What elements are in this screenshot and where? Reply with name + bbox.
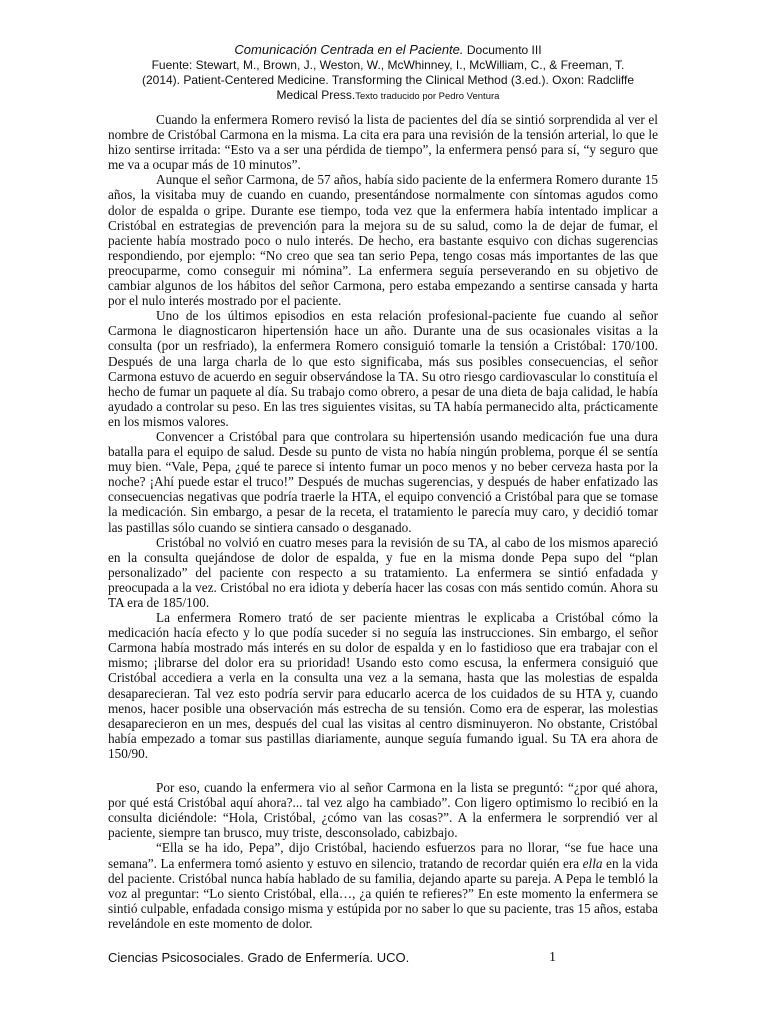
paragraph-1: Cuando la enfermera Romero revisó la lista de pacientes del día se sintió sorprendida al ver el nombre de Cristóbal Carmona en la misma. La cita era para una revisión de la tensión arterial, lo que le hizo sentirse irritada: “Esto va a ser una pérdida de tiempo”, la enfermera pensó para sí, “y seguro que me va a ocupar más de 10 minutos”.: [108, 112, 658, 173]
translation-credit: Texto traducido por Pedro Ventura: [355, 91, 500, 102]
paragraph-2: Aunque el señor Carmona, de 57 años, había sido paciente de la enfermera Romero durante 15 años, la visitaba muy de cuando en cuando, presentándose normalmente con síntomas agudos como dolor de espalda o gripe. Durante ese tiempo, toda vez que la enfermera había intentado implicar a Cristóbal en estrategias de prevención para la mejora su de su salud, como la de dejar de fumar, el paciente había mostrado poco o nulo interés. De hecho, era bastante esquivo con dichas sugerencias respondiendo, por ejemplo: “No creo que sea tan serio Pepa, tengo cosas más importantes de las que preocuparme, como conseguir mi nómina”. La enfermera seguía perseverando en su objetivo de cambiar algunos de los hábitos del señor Carmona, pero estaba empezando a sentirse cansada y harta por el nulo interés mostrado por el paciente.: [108, 172, 658, 309]
source-line-3: [98, 88, 678, 104]
paragraph-8-part-2: en la vida del paciente. Cristóbal nunca había hablado de su familia, dejando aparte su pareja. A Pepa le tembló la voz al preguntar: “Lo siento Cristóbal, ella…, ¿a quién te refieres?” En este momento la enfermera se sintió culpable, enfadada consigo misma y estúpida por no saber lo que su paciente, tras 15 años, estaba revelándole en este momento de dolor.: [108, 855, 658, 931]
page-footer: [108, 950, 556, 965]
source-publisher: Medical Press.: [276, 88, 356, 102]
document-number: Documento III: [466, 43, 542, 57]
paragraph-4: Convencer a Cristóbal para que controlara su hipertensión usando medicación fue una dura batalla para el equipo de salud. Desde su punto de vista no había ningún problema, porque él se sentía muy bien. “Vale, Pepa, ¿qué te parece si intento fumar un poco menos y no beber cerveza hasta por la noche? ¡Ahí puede estar el truco!” Después de muchas sugerencias, y después de haber enfatizado las consecuencias negativas que podría traerle la HTA, el equipo convenció a Cristóbal para que se tomase la medicación. Sin embargo, a pesar de la receta, el tratamiento le parecía muy caro, y decidió tomar las pastillas sólo cuando se sintiera cansado o desganado.: [108, 428, 658, 535]
source-line-1: Fuente: Stewart, M., Brown, J., Weston, W., McWhinney, I., McWilliam, C., & Freeman, T.: [151, 58, 625, 72]
document-body: [108, 112, 658, 931]
emphasized-word: ella: [582, 855, 603, 871]
source-line-2: (2014). Patient-Centered Medicine. Transforming the Clinical Method (3.ed.). Oxon: Radcliffe: [141, 73, 635, 87]
paragraph-6: La enfermera Romero trató de ser paciente mientras le explicaba a Cristóbal cómo la medicación hacía efecto y lo que podía suceder si no seguía las instrucciones. Sin embargo, el señor Carmona había mostrado más interés en su dolor de espalda y en lo fastidioso que era trabajar con el mismo; ¡librarse del dolor era su prioridad! Usando esto como escusa, la enfermera consiguió que Cristóbal accediera a verla en la consulta una vez a la semana, hasta que las molestias de espalda desaparecieran. Tal vez esto podría servir para educarlo acerca de los cuidados de su HTA y, cuando menos, hacer posible una observación más estrecha de su tensión. Como era de esperar, las molestias desaparecieron en un mes, después del cual las visitas al centro disminuyeron. No obstante, Cristóbal había empezado a tomar sus pastillas diariamente, aunque seguía fumando igual. Su TA era ahora de 150/90.: [108, 610, 658, 761]
document-title: Comunicación Centrada en el Paciente.: [234, 42, 464, 57]
paragraph-5: Cristóbal no volvió en cuatro meses para la revisión de su TA, al cabo de los mismos apareció en la consulta quejándose de dolor de espalda, y fue en la misma donde Pepa supo del “plan personalizado” del paciente con respecto a su tratamiento. La enfermera se sintió enfadada y preocupada a la vez. Cristóbal no era idiota y debería hacer las cosas con más sentido común. Ahora su TA era de 185/100.: [108, 534, 658, 610]
header-title-line: [98, 42, 678, 58]
footer-course: Ciencias Psicosociales. Grado de Enfermería. UCO.: [108, 950, 410, 965]
document-header: [98, 42, 678, 104]
paragraph-7: Por eso, cuando la enfermera vio al señor Carmona en la lista se preguntó: “¿por qué ahora, por qué está Cristóbal aquí ahora?... tal vez algo ha cambiado”. Con ligero optimismo lo recibió en la consulta diciéndole: “Hola, Cristóbal, ¿cómo van las cosas?”. A la enfermera le sorprendió ver al paciente, siempre tan brusco, muy triste, desconsolado, cabizbajo.: [108, 780, 658, 841]
page-number: 1: [549, 950, 556, 965]
paragraph-8: [108, 840, 658, 931]
paragraph-3: Uno de los últimos episodios en esta relación profesional-paciente fue cuando al señor Carmona le diagnosticaron hipertensión hace un año. Durante una de sus ocasionales visitas a la consulta (por un resfriado), la enfermera Romero consiguió tomarle la tensión a Cristóbal: 170/100. Después de una larga charla de lo que esto significaba, más sus posibles consecuencias, el señor Carmona estuvo de acuerdo en seguir observándose la TA. Su otro riesgo cardiovascular lo constituía el hecho de fumar un paquete al día. Su trabajo como obrero, a pesar de una dieta de baja calidad, le había ayudado a controlar su peso. En las tres siguientes visitas, su TA había permanecido alta, prácticamente en los mismos valores.: [108, 308, 658, 429]
paragraph-8-part-1: “Ella se ha ido, Pepa”, dijo Cristóbal, haciendo esfuerzos para no llorar, “se fue hace una semana”. La enfermera tomó asiento y estuvo en silencio, tratando de recordar quién era: [108, 840, 658, 871]
